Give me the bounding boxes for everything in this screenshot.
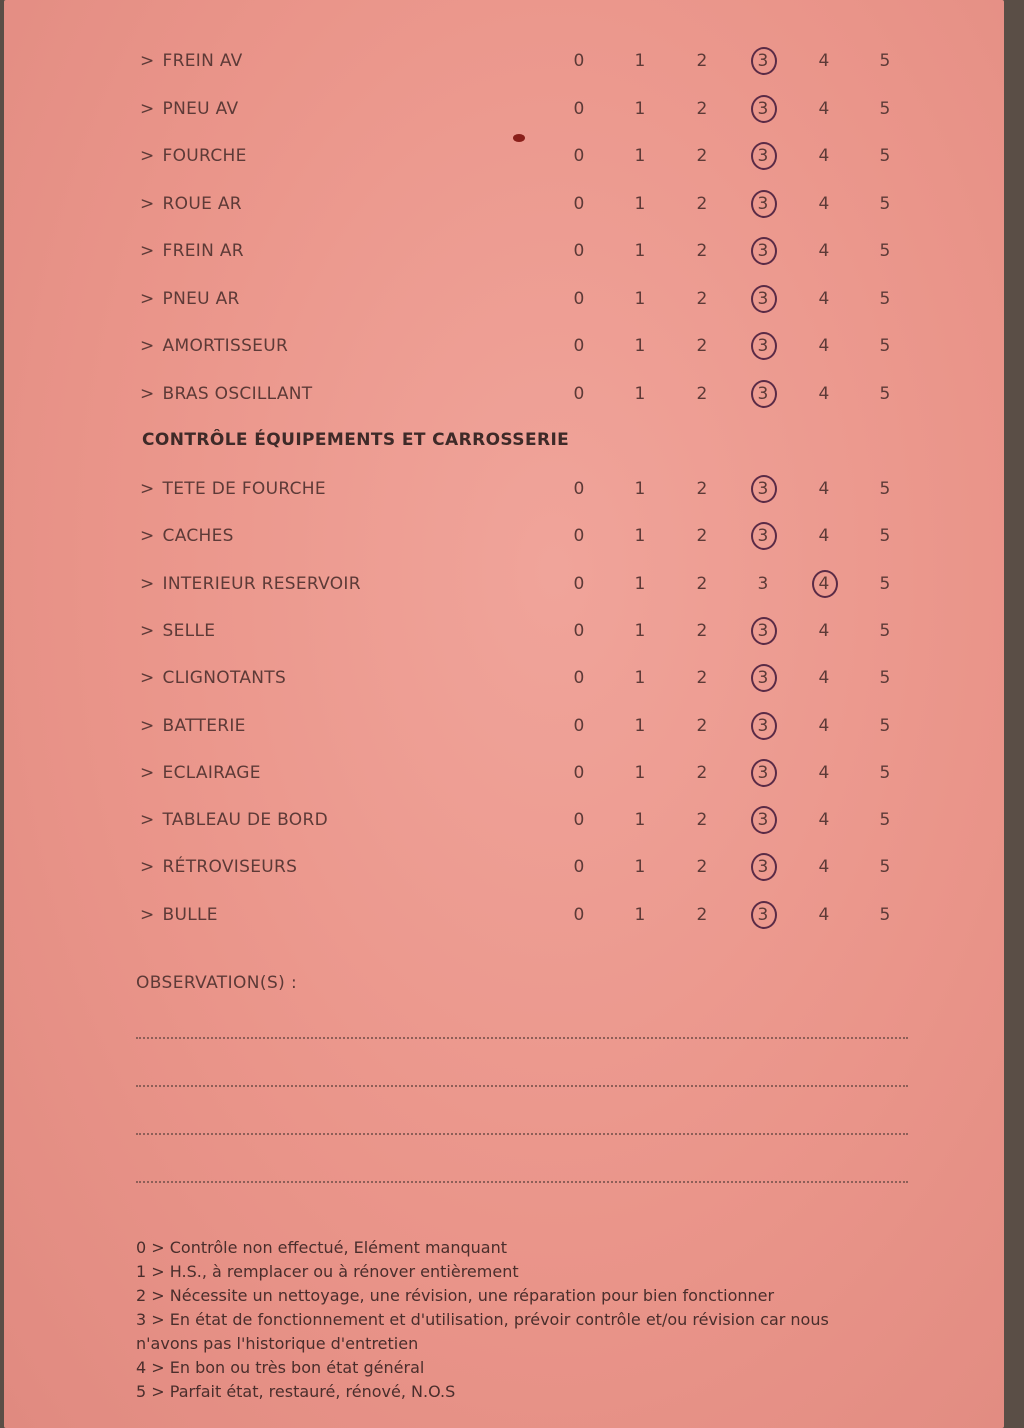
- score-option[interactable]: 3: [757, 573, 769, 594]
- arrow-marker: >: [140, 762, 155, 783]
- score-option[interactable]: 2: [696, 810, 708, 831]
- score-option[interactable]: 2: [696, 288, 708, 309]
- score-option[interactable]: 0: [573, 904, 585, 925]
- item-name: SELLE: [162, 620, 216, 641]
- score-option[interactable]: 5: [879, 857, 891, 878]
- score-option[interactable]: 5: [879, 479, 891, 499]
- arrow-marker: >: [140, 810, 155, 831]
- score-option[interactable]: 2: [696, 573, 708, 594]
- score-selected[interactable]: 3: [748, 905, 778, 925]
- score-option[interactable]: 0: [573, 51, 585, 71]
- score-option[interactable]: 2: [696, 146, 708, 166]
- score-option[interactable]: 4: [818, 146, 830, 166]
- score-option[interactable]: 5: [879, 620, 891, 641]
- checklist-row: [4, 806, 1004, 836]
- score-option[interactable]: 4: [818, 288, 830, 309]
- score-option[interactable]: 1: [634, 383, 646, 404]
- score-selected[interactable]: 3: [748, 146, 778, 166]
- arrow-marker: >: [140, 98, 155, 119]
- item-label: [140, 51, 243, 71]
- score-option[interactable]: 0: [573, 573, 585, 594]
- arrow-marker: >: [140, 51, 155, 71]
- score-option[interactable]: 2: [696, 715, 708, 736]
- item-name: BATTERIE: [162, 715, 246, 736]
- arrow-marker: >: [140, 857, 155, 878]
- item-label: [140, 905, 218, 925]
- inspection-sheet: [4, 0, 1004, 1428]
- checklist-row: [4, 190, 1004, 220]
- score-option[interactable]: 4: [818, 668, 830, 689]
- score-option[interactable]: 5: [879, 98, 891, 119]
- score-option[interactable]: 2: [696, 336, 708, 356]
- score-option[interactable]: 2: [696, 904, 708, 925]
- score-selected[interactable]: 3: [748, 336, 778, 356]
- arrow-marker: >: [140, 146, 155, 166]
- checklist-row: [4, 142, 1004, 172]
- score-option[interactable]: 0: [573, 668, 585, 689]
- checklist-row: [4, 617, 1004, 647]
- observation-line-4: [136, 1181, 908, 1183]
- score-option[interactable]: 0: [573, 288, 585, 309]
- item-label: [140, 146, 247, 166]
- item-name: ROUE AR: [162, 193, 242, 214]
- item-name: AMORTISSEUR: [162, 336, 289, 356]
- item-name: FREIN AV: [162, 51, 243, 71]
- item-name: BULLE: [162, 904, 218, 925]
- checklist-row: [4, 759, 1004, 789]
- item-label: [140, 241, 244, 261]
- score-option[interactable]: 5: [879, 51, 891, 71]
- score-selected[interactable]: 3: [748, 384, 778, 404]
- score-option[interactable]: 5: [879, 336, 891, 356]
- score-option[interactable]: 1: [634, 526, 646, 547]
- score-option[interactable]: 2: [696, 383, 708, 404]
- section-title: CONTRÔLE ÉQUIPEMENTS ET CARROSSERIE: [142, 430, 570, 450]
- score-option[interactable]: 5: [879, 526, 891, 547]
- score-option[interactable]: 1: [634, 241, 646, 261]
- score-option[interactable]: 2: [696, 479, 708, 499]
- item-label: [140, 621, 215, 641]
- score-option[interactable]: 4: [818, 762, 830, 783]
- arrow-marker: >: [140, 479, 155, 499]
- score-option[interactable]: 0: [573, 857, 585, 878]
- score-option[interactable]: 5: [879, 383, 891, 404]
- score-option[interactable]: 1: [634, 762, 646, 783]
- score-option[interactable]: 2: [696, 620, 708, 641]
- item-name: CLIGNOTANTS: [162, 668, 287, 689]
- score-selected[interactable]: 3: [748, 194, 778, 214]
- arrow-marker: >: [140, 288, 155, 309]
- item-label: [140, 857, 297, 877]
- checklist-row: [4, 380, 1004, 410]
- score-option[interactable]: 1: [634, 98, 646, 119]
- score-selected[interactable]: 3: [748, 479, 778, 499]
- score-option[interactable]: 1: [634, 193, 646, 214]
- score-option[interactable]: 4: [818, 715, 830, 736]
- ink-stain: [513, 134, 525, 142]
- score-option[interactable]: 5: [879, 715, 891, 736]
- legend-line-4: 4 > En bon ou très bon état général: [136, 1358, 425, 1377]
- observation-line-3: [136, 1133, 908, 1135]
- score-option[interactable]: 0: [573, 715, 585, 736]
- arrow-marker: >: [140, 668, 155, 689]
- legend-line-3-continued: n'avons pas l'historique d'entretien: [136, 1334, 419, 1353]
- arrow-marker: >: [140, 336, 155, 356]
- item-label: [140, 99, 238, 119]
- arrow-marker: >: [140, 573, 155, 594]
- item-name: BRAS OSCILLANT: [162, 383, 313, 404]
- score-option[interactable]: 4: [818, 479, 830, 499]
- score-option[interactable]: 0: [573, 383, 585, 404]
- arrow-marker: >: [140, 383, 155, 404]
- item-name: PNEU AR: [162, 288, 240, 309]
- checklist-row: [4, 853, 1004, 883]
- item-name: INTERIEUR RESERVOIR: [162, 573, 361, 594]
- score-option[interactable]: 0: [573, 241, 585, 261]
- checklist-row: [4, 285, 1004, 315]
- checklist-row: [4, 47, 1004, 77]
- score-option[interactable]: 4: [818, 620, 830, 641]
- score-option[interactable]: 0: [573, 479, 585, 499]
- score-selected[interactable]: 3: [748, 810, 778, 830]
- score-option[interactable]: 5: [879, 762, 891, 783]
- arrow-marker: >: [140, 620, 155, 641]
- score-option[interactable]: 1: [634, 715, 646, 736]
- legend-line-2: 2 > Nécessite un nettoyage, une révision, une réparation pour bien fonctionner: [136, 1286, 775, 1305]
- score-selected[interactable]: 4: [809, 574, 839, 594]
- checklist-row: [4, 332, 1004, 362]
- score-option[interactable]: 0: [573, 620, 585, 641]
- item-label: [140, 194, 242, 214]
- arrow-marker: >: [140, 193, 155, 214]
- score-option[interactable]: 1: [634, 479, 646, 499]
- legend-line-0: 0 > Contrôle non effectué, Elément manquant: [136, 1238, 507, 1257]
- score-option[interactable]: 0: [573, 193, 585, 214]
- rating-legend: [136, 1236, 896, 1404]
- score-selected[interactable]: 3: [748, 289, 778, 309]
- score-selected[interactable]: 3: [748, 241, 778, 261]
- observations-label: OBSERVATION(S) :: [136, 973, 298, 993]
- item-label: [140, 574, 361, 594]
- score-option[interactable]: 4: [818, 383, 830, 404]
- score-option[interactable]: 4: [818, 51, 830, 71]
- score-option[interactable]: 2: [696, 857, 708, 878]
- checklist-row: [4, 901, 1004, 931]
- score-option[interactable]: 0: [573, 146, 585, 166]
- checklist-row: [4, 570, 1004, 600]
- arrow-marker: >: [140, 526, 155, 547]
- score-option[interactable]: 1: [634, 336, 646, 356]
- item-name: CACHES: [162, 526, 234, 547]
- item-name: PNEU AV: [162, 98, 239, 119]
- score-option[interactable]: 0: [573, 810, 585, 831]
- score-option[interactable]: 1: [634, 668, 646, 689]
- score-option[interactable]: 2: [696, 241, 708, 261]
- score-option[interactable]: 4: [818, 810, 830, 831]
- score-option[interactable]: 0: [573, 526, 585, 547]
- score-option[interactable]: 1: [634, 810, 646, 831]
- score-option[interactable]: 1: [634, 146, 646, 166]
- checklist-row: [4, 522, 1004, 552]
- score-option[interactable]: 4: [818, 857, 830, 878]
- checklist-row: [4, 475, 1004, 505]
- item-label: [140, 289, 240, 309]
- item-name: ECLAIRAGE: [162, 762, 261, 783]
- checklist-row: [4, 237, 1004, 267]
- item-label: [140, 668, 286, 688]
- score-option[interactable]: 5: [879, 193, 891, 214]
- item-label: [140, 336, 288, 356]
- score-option[interactable]: 2: [696, 51, 708, 71]
- item-label: [140, 716, 246, 736]
- score-option[interactable]: 2: [696, 98, 708, 119]
- item-label: [140, 384, 312, 404]
- score-option[interactable]: 5: [879, 146, 891, 166]
- score-selected[interactable]: 3: [748, 99, 778, 119]
- score-option[interactable]: 4: [818, 904, 830, 925]
- legend-line-1: 1 > H.S., à remplacer ou à rénover entièrement: [136, 1262, 519, 1281]
- item-name: TETE DE FOURCHE: [162, 479, 326, 499]
- item-name: FREIN AR: [162, 241, 244, 261]
- score-option[interactable]: 5: [879, 288, 891, 309]
- item-label: [140, 810, 328, 830]
- score-option[interactable]: 1: [634, 904, 646, 925]
- score-option[interactable]: 0: [573, 336, 585, 356]
- score-option[interactable]: 1: [634, 573, 646, 594]
- score-option[interactable]: 5: [879, 573, 891, 594]
- score-selected[interactable]: 3: [748, 716, 778, 736]
- checklist-row: [4, 95, 1004, 125]
- legend-line-5: 5 > Parfait état, restauré, rénové, N.O.S: [136, 1382, 456, 1401]
- score-option[interactable]: 1: [634, 857, 646, 878]
- item-name: RÉTROVISEURS: [162, 857, 298, 878]
- item-label: [140, 526, 234, 546]
- score-selected[interactable]: 3: [748, 621, 778, 641]
- score-option[interactable]: 2: [696, 193, 708, 214]
- score-selected[interactable]: 3: [748, 857, 778, 877]
- score-selected[interactable]: 3: [748, 526, 778, 546]
- score-option[interactable]: 1: [634, 620, 646, 641]
- score-option[interactable]: 5: [879, 810, 891, 831]
- score-selected[interactable]: 3: [748, 51, 778, 71]
- score-option[interactable]: 5: [879, 241, 891, 261]
- arrow-marker: >: [140, 241, 155, 261]
- checklist-row: [4, 664, 1004, 694]
- arrow-marker: >: [140, 715, 155, 736]
- checklist-row: [4, 712, 1004, 742]
- score-option[interactable]: 4: [818, 241, 830, 261]
- score-option[interactable]: 4: [818, 336, 830, 356]
- observation-line-2: [136, 1085, 908, 1087]
- score-option[interactable]: 0: [573, 98, 585, 119]
- score-option[interactable]: 2: [696, 526, 708, 547]
- score-option[interactable]: 1: [634, 51, 646, 71]
- observation-line-1: [136, 1037, 908, 1039]
- item-label: [140, 763, 261, 783]
- score-selected[interactable]: 3: [748, 668, 778, 688]
- score-option[interactable]: 5: [879, 904, 891, 925]
- item-label: [140, 479, 326, 499]
- score-option[interactable]: 2: [696, 668, 708, 689]
- score-option[interactable]: 4: [818, 193, 830, 214]
- score-selected[interactable]: 3: [748, 763, 778, 783]
- score-option[interactable]: 2: [696, 762, 708, 783]
- score-option[interactable]: 0: [573, 762, 585, 783]
- legend-line-3: 3 > En état de fonctionnement et d'utilisation, prévoir contrôle et/ou révision car nous: [136, 1310, 829, 1329]
- score-option[interactable]: 1: [634, 288, 646, 309]
- item-name: TABLEAU DE BORD: [162, 810, 328, 831]
- score-option[interactable]: 5: [879, 668, 891, 689]
- item-name: FOURCHE: [162, 146, 247, 166]
- score-option[interactable]: 4: [818, 526, 830, 547]
- arrow-marker: >: [140, 904, 155, 925]
- score-option[interactable]: 4: [818, 98, 830, 119]
